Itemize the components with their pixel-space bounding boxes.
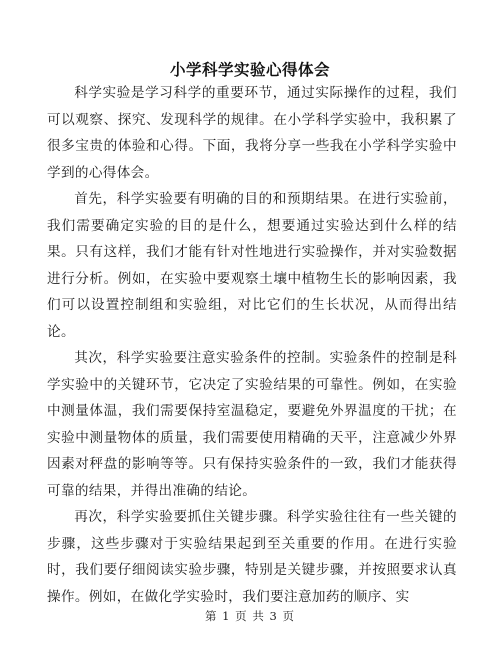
paragraph-first-point: 首先，科学实验要有明确的目的和预期结果。在进行实验前，我们需要确定实验的目的是什么，想要通过实验达到什么样的结果。只有这样，我们才能有针对性地进行实验操作，并对实验数据进行分析。例如，在实验中要观察土壤中植物生长的影响因素，我们可以设置控制组和实验组，对比它们的生长状况，从而得出结论。: [47, 191, 457, 340]
document-body: [47, 80, 457, 610]
page-number-footer: 第 1 页 共 3 页: [205, 609, 295, 623]
paragraph-intro: 科学实验是学习科学的重要环节，通过实际操作的过程，我们可以观察、探究、发现科学的规律。在小学科学实验中，我积累了很多宝贵的体验和心得。下面，我将分享一些我在小学科学实验中学到的心得体会。: [47, 85, 457, 181]
paragraph-second-point: 其次，科学实验要注意实验条件的控制。实验条件的控制是科学实验中的关键环节，它决定了实验结果的可靠性。例如，在实验中测量体温，我们需要保持室温稳定，要避免外界温度的干扰；在实验中测量物体的质量，我们需要使用精确的天平，注意减少外界因素对秤盘的影响等等。只有保持实验条件的一致，我们才能获得可靠的结果，并得出准确的结论。: [47, 350, 457, 499]
document-title: 小学科学实验心得体会: [169, 60, 330, 79]
paragraph-third-point: 再次，科学实验要抓住关键步骤。科学实验往往有一些关键的步骤，这些步骤对于实验结果起到至关重要的作用。在进行实验时，我们要仔细阅读实验步骤，特别是关键步骤，并按照要求认真操作。例如，在做化学实验时，我们要注意加药的顺序、实: [47, 509, 457, 605]
